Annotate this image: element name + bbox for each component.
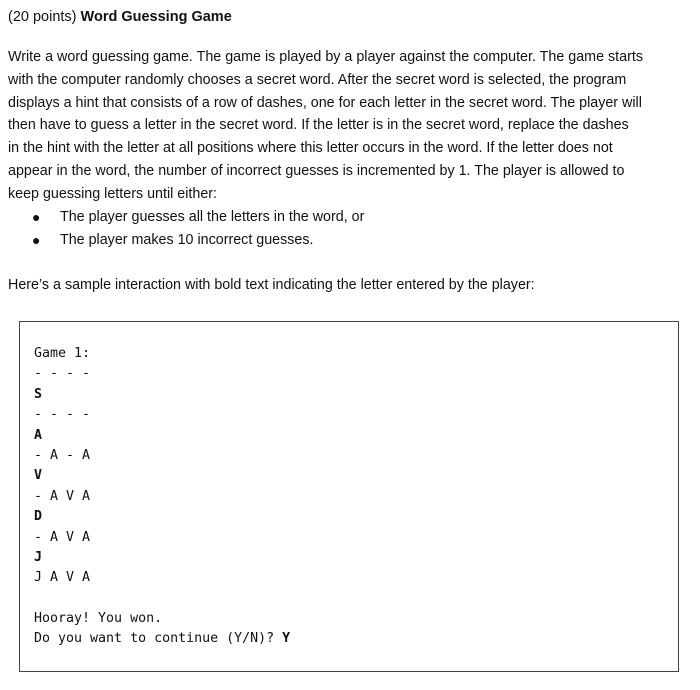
console-player-guess: S bbox=[34, 386, 43, 402]
console-hint: - A V A bbox=[34, 529, 91, 545]
console-blank-line bbox=[34, 589, 290, 609]
console-continue-line bbox=[34, 629, 290, 649]
list-item bbox=[8, 229, 692, 252]
description-line: displays a hint that consists of a row of dashes, one for each letter in the secret word. The player will bbox=[8, 94, 642, 111]
list-item bbox=[8, 206, 692, 229]
description-line: with the computer randomly chooses a secret word. After the secret word is selected, the program bbox=[8, 71, 627, 88]
console-hint: - - - - bbox=[34, 407, 91, 423]
sample-console-box bbox=[19, 321, 679, 672]
end-conditions-list bbox=[8, 206, 692, 252]
console-player-guess: A bbox=[34, 427, 43, 443]
problem-document bbox=[8, 6, 692, 310]
list-item-text: The player makes 10 incorrect guesses. bbox=[60, 231, 314, 248]
problem-heading bbox=[8, 6, 692, 28]
console-game-label: Game 1: bbox=[34, 346, 91, 361]
bullet-icon: ● bbox=[32, 208, 41, 225]
problem-description bbox=[8, 46, 680, 206]
list-item-text: The player guesses all the letters in the word, or bbox=[60, 208, 365, 225]
console-hint: - A - A bbox=[34, 447, 91, 463]
console-hint: J A V A bbox=[34, 570, 91, 586]
console-output bbox=[34, 344, 290, 650]
console-player-guess: V bbox=[34, 468, 43, 484]
description-line: Write a word guessing game. The game is played by a player against the computer. The game starts bbox=[8, 49, 643, 65]
console-hint: - A V A bbox=[34, 488, 91, 504]
console-continue-answer: Y bbox=[282, 631, 291, 647]
description-line: in the hint with the letter at all positions where this letter occurs in the word. If the letter does not bbox=[8, 140, 613, 157]
console-win-message: Hooray! You won. bbox=[34, 611, 163, 627]
console-hint: - - - - bbox=[34, 366, 91, 382]
console-player-guess: J bbox=[34, 549, 43, 565]
description-line: keep guessing letters until either: bbox=[8, 185, 218, 202]
description-line: then have to guess a letter in the secret word. If the letter is in the secret word, replace the dashes bbox=[8, 117, 629, 134]
problem-title: Word Guessing Game bbox=[80, 9, 232, 25]
description-line: appear in the word, the number of incorrect guesses is incremented by 1. The player is allowed to bbox=[8, 162, 625, 179]
problem-points: (20 points) bbox=[8, 9, 77, 25]
console-continue-prompt: Do you want to continue (Y/N)? bbox=[34, 631, 283, 647]
console-player-guess: D bbox=[34, 509, 43, 525]
bullet-icon: ● bbox=[32, 231, 41, 248]
sample-intro: Here’s a sample interaction with bold text indicating the letter entered by the player: bbox=[8, 276, 535, 293]
